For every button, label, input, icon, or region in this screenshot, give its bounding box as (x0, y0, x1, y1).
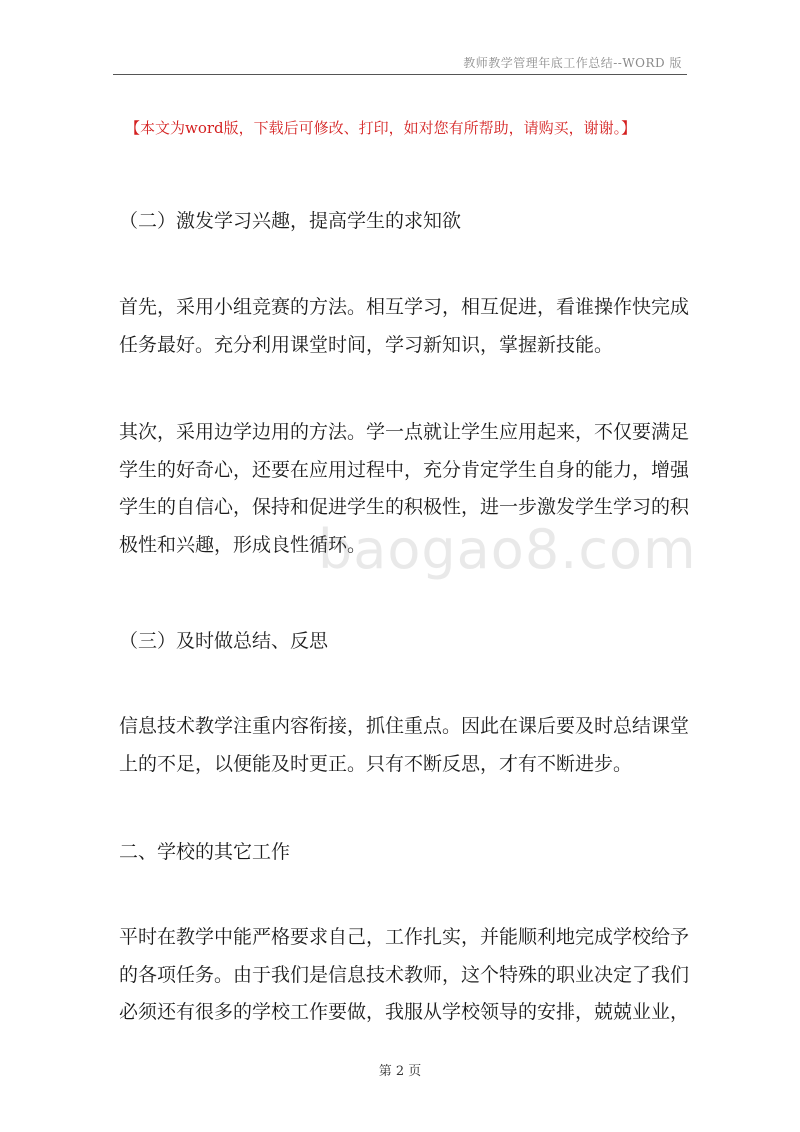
paragraph-3: 信息技术教学注重内容衔接，抓住重点。因此在课后要及时总结课堂上的不足，以便能及时更正。只有不断反思，才有不断进步。 (119, 715, 690, 775)
paragraph-4: 平时在教学中能严格要求自己，工作扎实，并能顺利地完成学校给予的各项任务。由于我们是信息技术教师，这个特殊的职业决定了我们必须还有很多的学校工作要做，我服从学校领导的安排，兢兢业业， (119, 926, 690, 1023)
page-number: 第 2 页 (378, 1064, 422, 1079)
section-heading-2: 二、学校的其它工作 (119, 841, 291, 863)
paragraph-2: 其次，采用边学边用的方法。学一点就让学生应用起来，不仅要满足学生的好奇心，还要在应用过程中，充分肯定学生自身的能力，增强学生的自信心，保持和促进学生的积极性，进一步激发学生学习的积极性和兴趣，形成良性循环。 (119, 421, 690, 556)
subheading-2: （二）激发学习兴趣，提高学生的求知欲 (119, 210, 462, 232)
purchase-notice: 【本文为word版，下载后可修改、打印，如对您有所帮助，请购买，谢谢。】 (125, 119, 637, 137)
header-divider (113, 74, 687, 75)
paragraph-1: 首先，采用小组竞赛的方法。相互学习，相互促进，看谁操作快完成任务最好。充分利用课堂时间，学习新知识，掌握新技能。 (119, 296, 690, 356)
running-header: 教师教学管理年底工作总结--WORD 版 (463, 56, 682, 70)
subheading-3: （三）及时做总结、反思 (119, 630, 329, 652)
watermark: baogao8.com (318, 518, 697, 581)
